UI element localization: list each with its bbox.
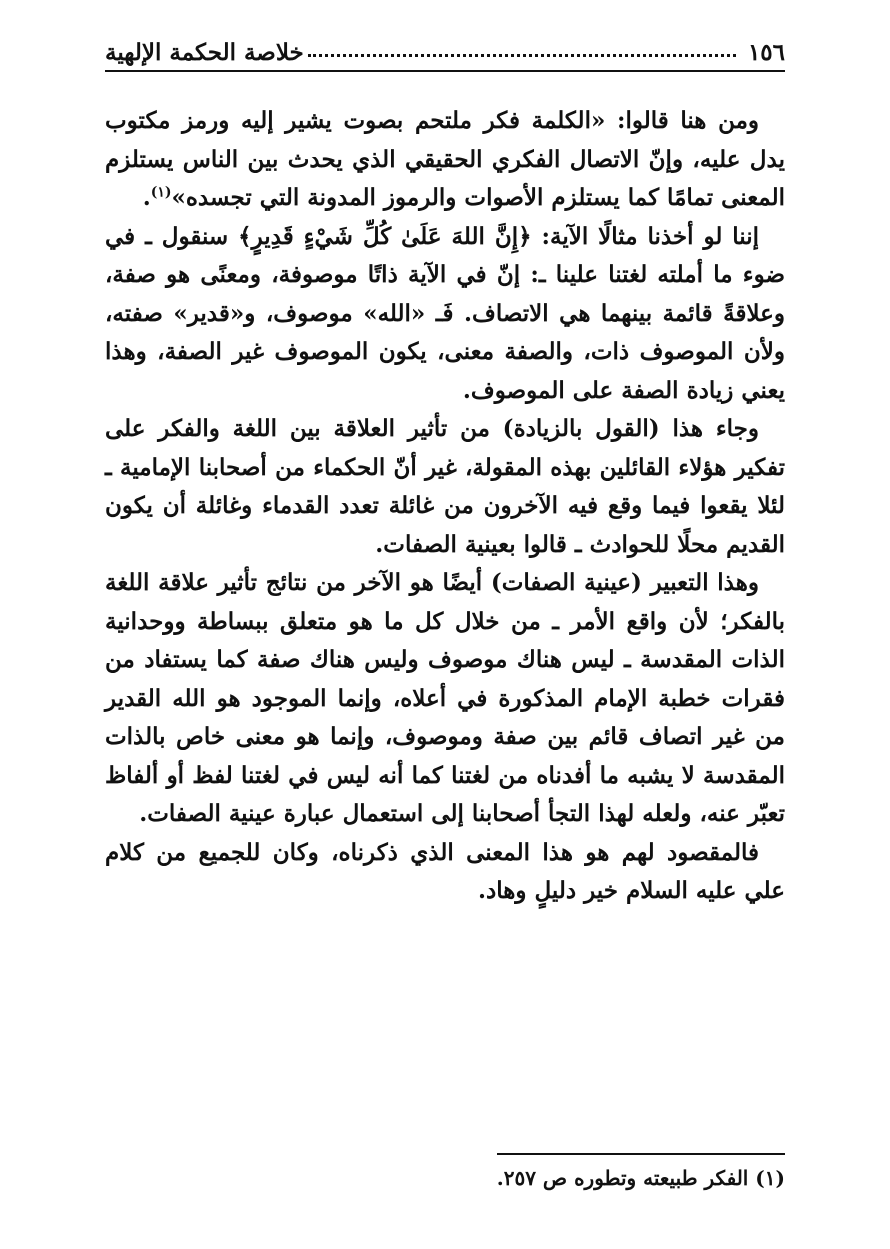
quran-verse: ﴿إِنَّ اللهَ عَلَىٰ كُلِّ شَيْءٍ قَدِيرٍ﴾ — [238, 222, 532, 250]
paragraph-1 — [105, 102, 785, 218]
paragraph-5-text: فالمقصود لهم هو هذا المعنى الذي ذكرناه، وكان للجميع من كلام علي عليه السلام خير دليلٍ وهاد. — [105, 838, 785, 904]
header-leader-dots — [308, 46, 736, 57]
paragraph-2-after: سنقول ـ في ضوء ما أملته لغتنا علينا ـ: إنّ في الآية ذاتًا موصوفة، ومعنًى هو صفة، وعلاقةً قائمة بينهما هي الاتصاف. فَـ «الله» موصوف، و«قدير» صفته، ولأن الموصوف ذات، والصفة معنى، يكون الموصوف غير الصفة، وهذا يعني زيادة الصفة على الموصوف. — [105, 222, 785, 404]
footnote-rule — [497, 1153, 785, 1155]
footnote-reference: (١) — [150, 184, 172, 201]
paragraph-1-text: ومن هنا قالوا: «الكلمة فكر ملتحم بصوت يشير إليه ورمز مكتوب يدل عليه، وإنّ الاتصال الفكري الحقيقي الذي يحدث بين الناس يستلزم المعنى تمامًا كما يستلزم الأصوات والرموز المدونة التي تجسده» — [105, 107, 785, 211]
footnote: (١) الفكر طبيعته وتطوره ص ٢٥٧. — [496, 1166, 785, 1190]
paragraph-3 — [105, 410, 785, 564]
paragraph-2-before: إننا لو أخذنا مثالًا الآية: — [531, 222, 760, 250]
body-text — [105, 102, 785, 911]
running-header — [105, 28, 785, 66]
paragraph-5 — [105, 834, 785, 911]
running-title: خلاصة الحكمة الإلهية — [105, 39, 304, 66]
paragraph-3-text: وجاء هذا (القول بالزيادة) من تأثير العلاقة بين اللغة والفكر على تفكير هؤلاء القائلين بهذه المقولة، غير أنّ الحكماء من أصحابنا الإمامية ـ لئلا يقعوا فيما وقع فيه الآخرون من غائلة تعدد القدماء وغائلة أن يكون القديم محلًا للحوادث ـ قالوا بعينية الصفات. — [105, 415, 785, 558]
header-rule — [105, 70, 785, 72]
paragraph-4 — [105, 564, 785, 834]
paragraph-1-end: . — [142, 184, 151, 211]
paragraph-4-text: وهذا التعبير (عينية الصفات) أيضًا هو الآخر من نتائج تأثير علاقة اللغة بالفكر؛ لأن واقع الأمر ـ من خلال كل ما هو متعلق ببساطة ووحدانية الذات المقدسة ـ ليس هناك موصوف وليس هناك صفة كما يستفاد من فقرات خطبة الإمام المذكورة في أعلاه، وإنما الموجود هو الله القدير من غير اتصاف قائم بين صفة وموصوف، وإنما هو معنى خاص بالذات المقدسة لا يشبه ما أفدناه من لغتنا كما أنه ليس في لغتنا لفظ أو ألفاظ تعبّر عنه، ولعله لهذا التجأ أصحابنا إلى استعمال عبارة عينية الصفات. — [105, 569, 785, 827]
paragraph-2 — [105, 218, 785, 411]
page-number: ١٥٦ — [747, 39, 785, 66]
